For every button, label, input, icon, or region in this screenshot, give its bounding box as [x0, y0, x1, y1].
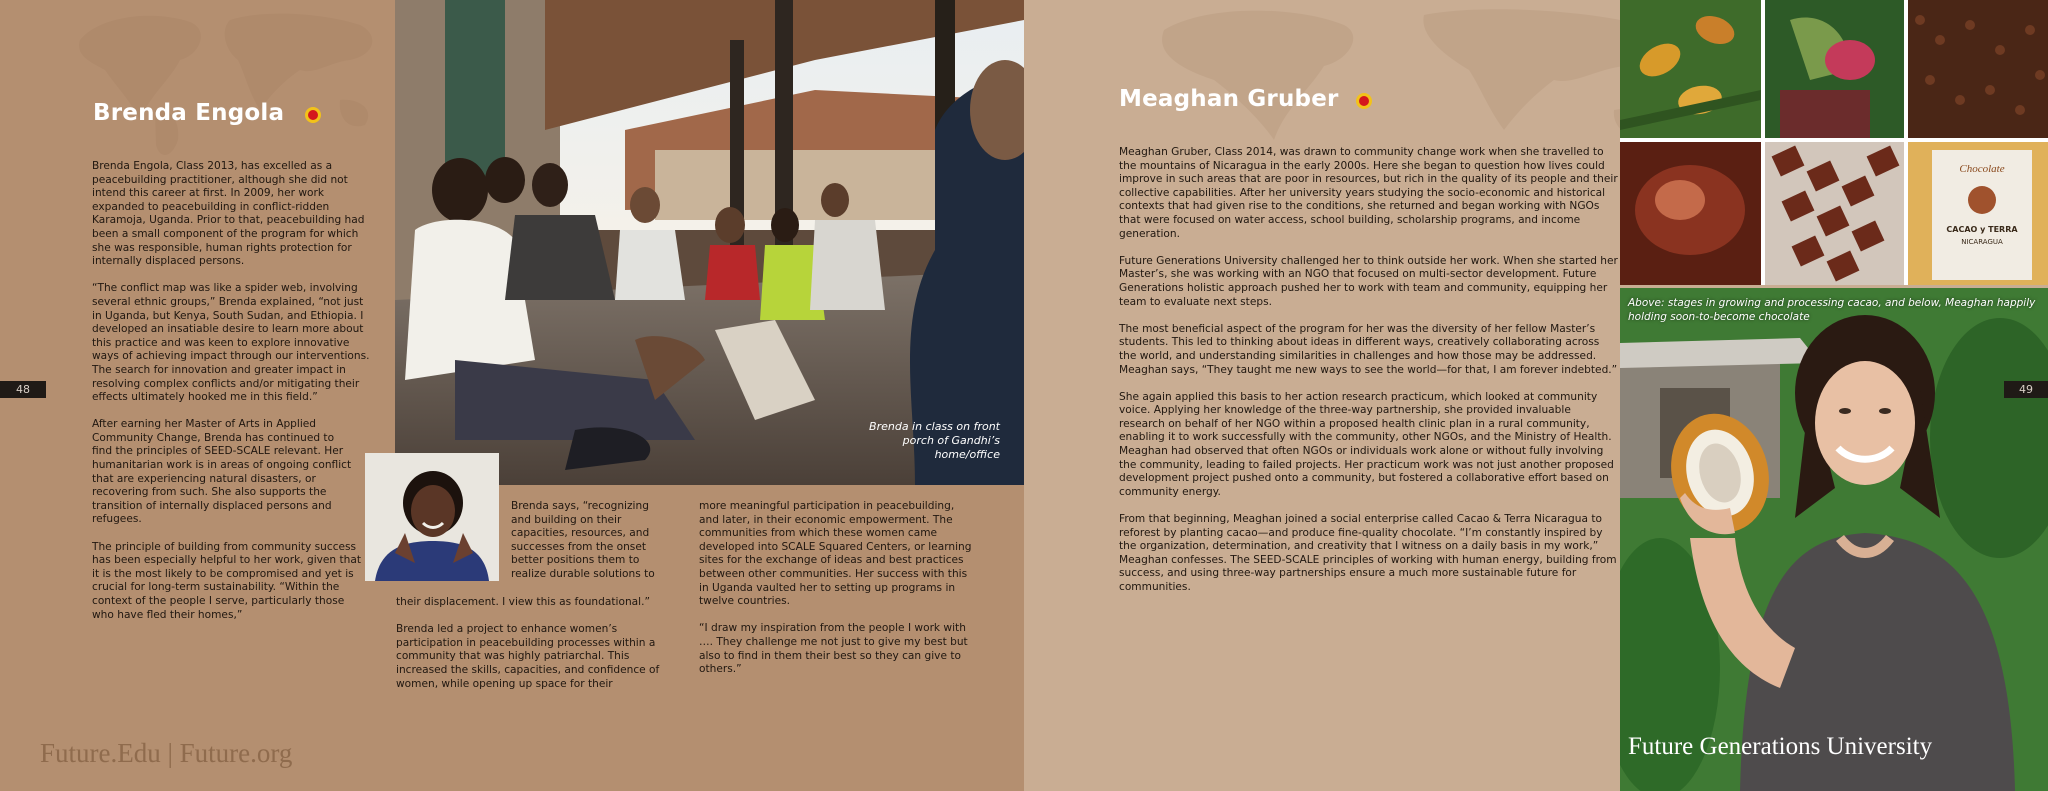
paragraph: their displacement. I view this as foundational.” — [396, 596, 650, 608]
paragraph: The most beneficial aspect of the program for her was the diversity of her fellow Master’s students. This led to thinking about ideas in different ways, creatively collaborating across the world, and understanding similarities in challenges and how those may be addressed. Meaghan says, “They taught me new ways to see the world—for that, I am forever indebted.” — [1119, 322, 1618, 376]
paragraph: Brenda Engola, Class 2013, has excelled as a peacebuilding practitioner, although she did not intend this career at first. In 2009, her work expanded to peacebuilding in conflict-ridden Karamoja, Uganda. Prior to that, peacebuilding had been a small component of the program for which she was responsible, human rights protection for internally displaced persons. — [92, 160, 365, 268]
paragraph: The principle of building from community success has been especially helpful to her work, given that it is the most likely to be compromised and yet is crucial for long-term sustainability. “Within the context of the people I serve, particularly those who have fled their homes,” — [92, 540, 362, 621]
footer-website: Future.Edu | Future.org — [40, 738, 293, 768]
paragraph: more meaningful participation in peacebuilding, and later, in their economic empowerment. The communities from which these women came developed into SCALE Squared Centers, or learning sites for the exchange of ideas and best practices between other communities. Her success with this in Uganda vaulted her to setting up programs in twelve countries. — [699, 500, 972, 608]
text-main-right — [1119, 146, 1619, 608]
chocolate-label-name: CACAO y TERRA — [1946, 225, 2018, 234]
footer-university-name: Future Generations University — [1628, 733, 1933, 760]
world-map-background-left — [60, 0, 390, 160]
location-marker-icon — [1356, 93, 1372, 109]
chocolate-label-country: NICARAGUA — [1961, 238, 2003, 246]
text-column-3 — [699, 500, 974, 690]
cacao-photo-grid — [1620, 0, 2048, 285]
brenda-portrait-photo — [365, 453, 499, 581]
paragraph: Brenda led a project to enhance women’s participation in peacebuilding processes within a community that was highly patriarchal. This increased the skills, capacities, and confidence of women, while opening up space for their — [396, 623, 660, 690]
text-column-2 — [396, 596, 671, 705]
meaghan-cacao-photo — [1620, 288, 2048, 791]
right-page — [1024, 0, 2048, 791]
page-number-right: 49 — [2004, 381, 2048, 398]
page-title-meaghan: Meaghan Gruber — [1119, 86, 1339, 112]
paragraph: Future Generations University challenged her to think outside her work. When she started her Master’s, she was working with an NGO that focused on multi-sector development. Future Generations holistic approach pushed her to work with team and community, equipping her team to evaluate next steps. — [1119, 254, 1618, 308]
paragraph: After earning her Master of Arts in Applied Community Change, Brenda has continued to find the principles of SEED-SCALE relevant. Her humanitarian work is in areas of ongoing conflict that are experiencing natural disasters, or recovering from such. She also supports the transition of internally displaced persons and refugees. — [92, 418, 352, 526]
cacao-photos-caption: Above: stages in growing and processing cacao, and below, Meaghan happily holding soon-to-become chocolate — [1628, 297, 2036, 323]
paragraph: From that beginning, Meaghan joined a social enterprise called Cacao & Terra Nicaragua to reforest by planting cacao—and produce fine-quality chocolate. “I’m constantly inspired by the organization, determination, and creativity that I witness on a daily basis in my work,” Meaghan confesses. The SEED-SCALE principles of working with human energy, building from success, and using three-way partnerships ensure a much more sustainable future for communities. — [1119, 513, 1617, 593]
page-number-left: 48 — [0, 381, 46, 398]
text-column-1 — [92, 160, 372, 636]
class-photo-caption: Brenda in class on front porch of Gandhi’s home/office — [869, 420, 1000, 461]
class-porch-photo — [395, 0, 1024, 485]
chocolate-label-brand: Chocolate — [1959, 163, 2005, 175]
paragraph: Brenda says, “recognizing and building on their capacities, resources, and successes from the onset better positions them to realize durable solutions to — [511, 500, 655, 580]
paragraph: She again applied this basis to her action research practicum, which looked at community voice. Applying her knowledge of the three-way partnership, she provided invaluable research on behalf of her NGO within a proposed health clinic plan in a rural community, enabling it to work successfully with the community, other NGOs, and the Ministry of Health. Meaghan had observed that often NGOs or individuals work alone or without fully involving the community, leading to failed projects. Her practicum work was not just another proposed development project pushed onto a community, but fostered a collaborative effort based on community energy. — [1119, 390, 1614, 498]
paragraph: “The conflict map was like a spider web, involving several ethnic groups,” Brenda explained, “not just in Uganda, but Kenya, South Sudan, and Ethiopia. I developed an insatiable desire to learn more about this practice and was keen to explore innovative ways of achieving impact through our interventions. The search for innovation and greater impact in resolving complex conflicts and/or mitigating their effects ultimately hooked me in this field.” — [92, 282, 370, 404]
world-map-background-right — [1124, 0, 1684, 170]
location-marker-icon — [305, 107, 321, 123]
page-title-brenda: Brenda Engola — [93, 100, 285, 126]
paragraph: “I draw my inspiration from the people I work with …. They challenge me not just to give my best but also to find in them their best so they can give to others.” — [699, 622, 968, 676]
text-column-2-wrapped — [511, 500, 671, 582]
paragraph: Meaghan Gruber, Class 2014, was drawn to community change work when she travelled to the mountains of Nicaragua in the early 2000s. Here she began to question how lives could improve in such areas that are poor in resources, but rich in the quality of its people and their collective capabilities. After her university years studying the socio-economic and historical contexts that had given rise to the conditions, she returned and began working with NGOs that were focused on water access, school building, scholarship programs, and income generation. — [1119, 146, 1618, 240]
